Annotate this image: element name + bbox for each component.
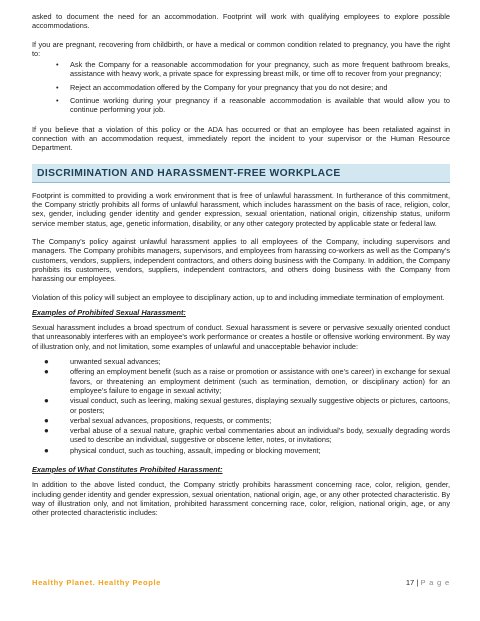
- pregnancy-rights-list: [32, 60, 450, 114]
- bullet-icon: ●: [44, 357, 49, 367]
- list-item: ● verbal abuse of a sexual nature, graphic verbal commentaries about an individual’s body, sexually degrading words used to describe an individual, suggestive or obscene letter, notes, or invitations;: [44, 426, 450, 445]
- bullet-icon: ●: [44, 426, 49, 436]
- bullet-icon: ●: [44, 415, 49, 425]
- footer-slogan: Healthy Planet. Healthy People: [32, 578, 161, 587]
- section-heading: [32, 164, 450, 183]
- bullet-icon: ●: [44, 367, 49, 377]
- page-label: P a g e: [420, 578, 450, 587]
- bullet-icon: •: [56, 96, 59, 106]
- policy-scope-paragraph: The Company’s policy against unlawful harassment applies to all employees of the Company, including supervisors and managers. The Company prohibits managers, supervisors, and employees from harassing co-workers as well as the Company’s customers, vendors, suppliers, independent contractors, and others doing business with the Company. In addition, the Company prohibits its customers, vendors, suppliers, independent contractors, and others doing business with the Company from harassing our employees.: [32, 237, 450, 284]
- list-item: ● physical conduct, such as touching, assault, impeding or blocking movement;: [44, 445, 321, 455]
- pregnancy-intro: If you are pregnant, recovering from childbirth, or have a medical or common condition related to pregnancy, you have the right to:: [32, 39, 450, 58]
- prohibited-harassment-heading: Examples of What Constitutes Prohibited Harassment:: [32, 464, 223, 474]
- bullet-icon: •: [56, 60, 59, 70]
- intro-continuation: asked to document the need for an accommodation. Footprint will work with qualifying employees to explore possible accommodations.: [32, 12, 450, 31]
- sexual-harassment-heading: Examples of Prohibited Sexual Harassment:: [32, 307, 186, 317]
- page-footer: [32, 578, 450, 590]
- list-item: ● offering an employment benefit (such as a raise or promotion or assistance with one’s career) in exchange for sexual favors, or threatening an employment detriment (such as termination, demotion, or disciplinary action) for an employee’s failure to engage in sexual activity;: [44, 367, 450, 395]
- commitment-paragraph: Footprint is committed to providing a work environment that is free of unlawful harassment. In furtherance of this commitment, the Company strictly prohibits all forms of unlawful harassment, which includes harassment on the basis of race, religion, color, sex, gender, including gender identity and gender expression, sexual orientation, national origin, citizenship status, uniform service member status, age, genetic information, disability, or any other category protected by applicable state or federal law.: [32, 190, 450, 228]
- sexual-harassment-intro: Sexual harassment includes a broad spectrum of conduct. Sexual harassment is severe or pervasive sexually oriented conduct that unreasonably interferes with an employee’s work performance or creates a hostile or offensive working environment. By way of illustration only, and not limitation, some examples of unlawful and unacceptable behavior include:: [32, 323, 450, 351]
- list-item: • Ask the Company for a reasonable accommodation for your pregnancy, such as more frequent bathroom breaks, assistance with heavy work, a private space for expressing breast milk, or time off to recover from your pregnancy;: [56, 60, 450, 79]
- page-content: [32, 12, 450, 517]
- page-number-value: 17: [405, 578, 415, 587]
- list-item: • Continue working during your pregnancy if a reasonable accommodation is available that would allow you to continue performing your job.: [56, 96, 450, 115]
- list-item: ● unwanted sexual advances;: [44, 357, 161, 367]
- section-title: DISCRIMINATION AND HARASSMENT-FREE WORKPLACE: [37, 167, 341, 179]
- bullet-icon: •: [56, 82, 59, 92]
- bullet-icon: ●: [44, 396, 49, 406]
- ada-violation-paragraph: If you believe that a violation of this policy or the ADA has occurred or that an employee has been retaliated against in connection with an accommodation request, immediately report the incident to your supervisor or the Human Resource Department.: [32, 124, 450, 153]
- discipline-paragraph: Violation of this policy will subject an employee to disciplinary action, up to and including immediate termination of employment.: [32, 292, 445, 302]
- list-item: ● visual conduct, such as leering, making sexual gestures, displaying sexually suggestive objects or pictures, cartoons, or posters;: [44, 396, 450, 415]
- sexual-examples-list: [32, 357, 450, 455]
- list-item: • Reject an accommodation offered by the Company for your pregnancy that you do not desire; and: [56, 82, 388, 92]
- list-item: ● verbal sexual advances, propositions, requests, or comments;: [44, 415, 272, 425]
- prohibited-harassment-intro: In addition to the above listed conduct, the Company strictly prohibits harassment concerning race, color, religion, gender, including gender identity and gender expression, sexual orientation, national origin, age, or any other protected characteristic. By way of illustration only, and not limitation, prohibited harassment concerning race, color, religion, national origin, age, or any other protected characteristic includes:: [32, 480, 450, 518]
- page-number: 17 | P a g e: [405, 578, 450, 587]
- bullet-icon: ●: [44, 445, 49, 455]
